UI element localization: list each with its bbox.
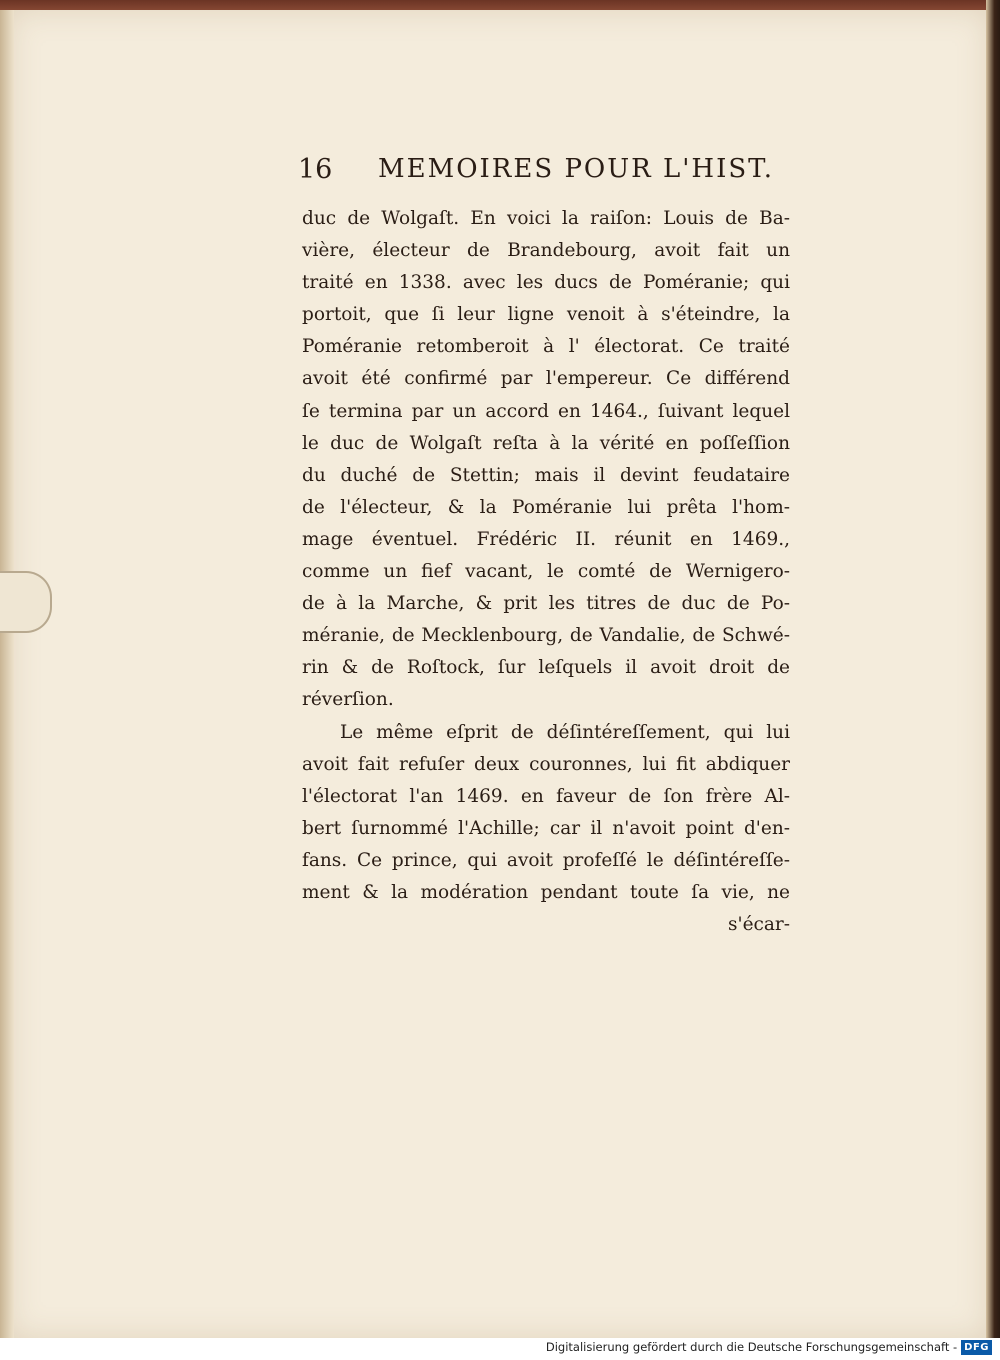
text-line: du duché de Stettin; mais il devint feudataire: [302, 464, 790, 486]
text-line: fans. Ce prince, qui avoit profeſſé le déſintéreſſe-: [302, 849, 790, 871]
text-line: l'électorat l'an 1469. en faveur de ſon frère Al-: [302, 785, 790, 807]
text-line: bert ſurnommé l'Achille; car il n'avoit point d'en-: [302, 817, 790, 839]
body-text: [302, 203, 790, 941]
text-line: méranie, de Mecklenbourg, de Vandalie, de Schwé-: [302, 625, 790, 647]
book-binding-edge: [986, 0, 1000, 1345]
text-line: avoit été confirmé par l'empereur. Ce différend: [302, 368, 790, 390]
page-number: 16: [298, 154, 333, 185]
text-line: ſe termina par un accord en 1464., ſuivant lequel: [302, 400, 790, 422]
page-left-edge: [0, 10, 14, 1340]
running-head: MEMOIRES POUR L'HIST.: [378, 154, 774, 184]
text-line: comme un fief vacant, le comté de Wernigero-: [302, 561, 790, 583]
text-line: le duc de Wolgaſt reſta à la vérité en poſſeſſion: [302, 432, 790, 454]
catchword: s'écar-: [727, 914, 790, 936]
dfg-logo: DFG: [961, 1340, 992, 1355]
text-line: rin & de Roſtock, ſur leſquels il avoit droit de: [302, 657, 790, 679]
credit-text: Digitalisierung gefördert durch die Deutsche Forschungsgemeinschaft -: [545, 1340, 958, 1354]
bookmark-tab: [0, 571, 52, 633]
text-line: traité en 1338. avec les ducs de Poméranie; qui: [302, 272, 790, 294]
page-header: [298, 150, 798, 190]
text-line: de l'électeur, & la Poméranie lui prêta l'hom-: [302, 496, 790, 518]
text-line: vière, électeur de Brandebourg, avoit fait un: [302, 240, 790, 262]
text-line: portoit, que ſi leur ligne venoit à s'éteindre, la: [302, 304, 790, 326]
text-line: ment & la modération pendant toute ſa vie, ne: [302, 881, 790, 903]
text-line: Poméranie retomberoit à l' électorat. Ce traité: [302, 336, 790, 358]
text-line: avoit fait refuſer deux couronnes, lui fit abdiquer: [302, 753, 790, 775]
text-line: de à la Marche, & prit les titres de duc de Po-: [302, 593, 790, 615]
digitization-credit: [540, 1338, 992, 1356]
text-line: mage éventuel. Frédéric II. réunit en 1469.,: [302, 528, 790, 550]
text-line: réverſion.: [302, 689, 394, 711]
paragraph-start-line: Le même eſprit de déſintéreſſement, qui lui: [340, 721, 790, 743]
text-line: duc de Wolgaſt. En voici la raiſon: Louis de Ba-: [302, 208, 790, 229]
